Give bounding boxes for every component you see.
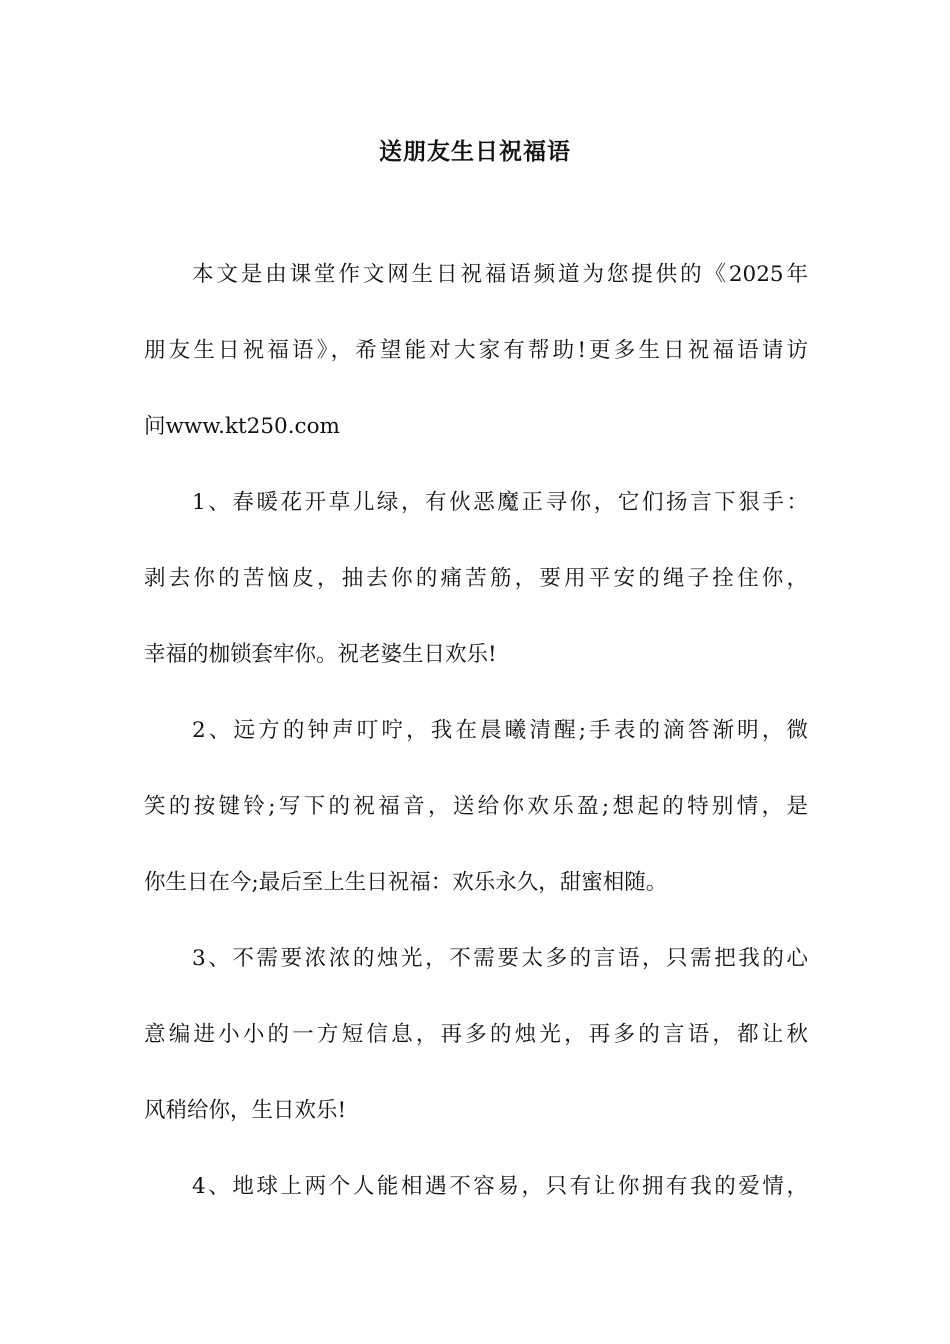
paragraph-line: 问www.kt250.com — [144, 414, 340, 439]
paragraph-line: 3、不需要浓浓的烛光，不需要太多的言语，只需把我的心 — [192, 946, 808, 971]
paragraph-line: 朋友生日祝福语》，希望能对大家有帮助!更多生日祝福语请访 — [144, 338, 808, 363]
document-body — [144, 256, 808, 1244]
document-title: 送朋友生日祝福语 — [379, 139, 571, 165]
paragraph-line: 幸福的枷锁套牢你。祝老婆生日欢乐! — [144, 642, 497, 667]
paragraph-line: 2、远方的钟声叮咛，我在晨曦清醒;手表的滴答渐明，微 — [192, 718, 808, 743]
paragraph-line: 笑的按键铃;写下的祝福音，送给你欢乐盈;想起的特别情，是 — [144, 794, 808, 819]
paragraph-line: 剥去你的苦恼皮，抽去你的痛苦筋，要用平安的绳子拴住你， — [144, 566, 808, 591]
paragraph-line: 本文是由课堂作文网生日祝福语频道为您提供的《2025年 — [192, 262, 808, 287]
paragraph-item-4 — [144, 1168, 808, 1206]
paragraph-line: 意编进小小的一方短信息，再多的烛光，再多的言语，都让秋 — [144, 1022, 808, 1047]
paragraph-line: 你生日在今;最后至上生日祝福：欢乐永久，甜蜜相随。 — [144, 870, 668, 895]
paragraph-line: 4、地球上两个人能相遇不容易，只有让你拥有我的爱情， — [192, 1174, 808, 1199]
paragraph-item-1 — [144, 484, 808, 674]
paragraph-line: 风稍给你，生日欢乐! — [144, 1098, 347, 1123]
paragraph-item-3 — [144, 940, 808, 1130]
paragraph-line: 1、春暖花开草儿绿，有伙恶魔正寻你，它们扬言下狠手： — [192, 490, 808, 515]
paragraph-item-2 — [144, 712, 808, 902]
paragraph-intro — [144, 256, 808, 446]
